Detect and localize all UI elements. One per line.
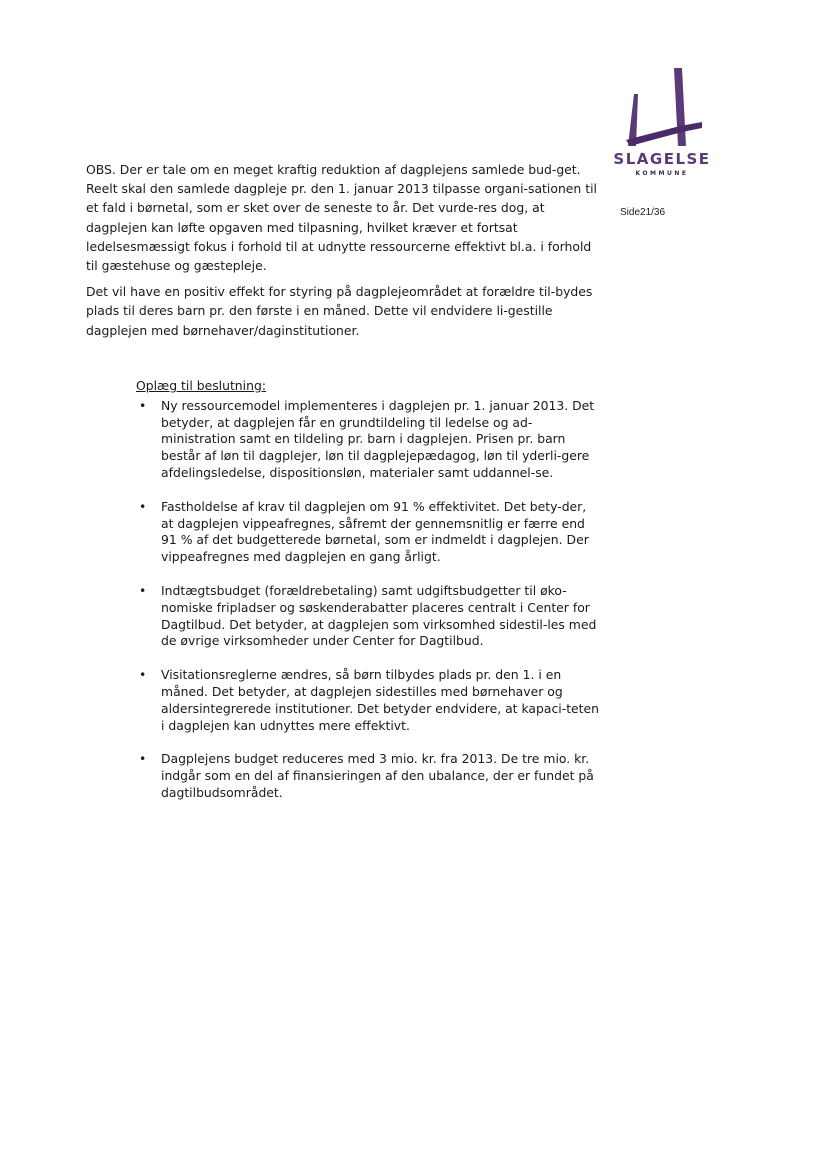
- list-item-text: Visitationsreglerne ændres, så børn tilbydes plads pr. den 1. i en måned. Det betyder, at dagplejen sidestilles med børnehaver og aldersintegrerede institutioner. Det betyder endvidere, at kapaci-teten i dagplejen kan udnyttes mere effektivt.: [161, 667, 600, 733]
- proposal-list: [136, 398, 602, 802]
- list-item: [136, 751, 602, 801]
- list-item-text: Dagplejens budget reduceres med 3 mio. kr. fra 2013. De tre mio. kr. indgår som en del af finansieringen af den ubalance, der er fundet på dagtilbudsområdet.: [161, 751, 594, 800]
- logo-subtitle: KOMMUNE: [635, 170, 689, 177]
- list-item-text: Indtægtsbudget (forældrebetaling) samt udgiftsbudgetter til øko-nomiske fripladser og søskenderabatter placeres centralt i Center for Dagtilbud. Det betyder, at dagplejen som virksomhed sidestil-les med de øvrige virksomheder under Center for Dagtilbud.: [161, 582, 597, 649]
- list-item: [136, 398, 602, 482]
- bullet-icon: •: [139, 667, 147, 683]
- list-item: [136, 667, 602, 734]
- slagelse-logo: [612, 62, 712, 182]
- bridge-logo-icon: [620, 62, 704, 148]
- logo-name: SLAGELSE: [613, 150, 711, 168]
- proposal-section: [136, 378, 602, 819]
- bullet-icon: •: [139, 751, 147, 767]
- list-item-text: Fastholdelse af krav til dagplejen om 91 % effektivitet. Det bety-der, at dagplejen vippeafregnes, såfremt der gennemsnitlig er færre end 91 % af det budgetterede børnetal, som er indmeldt i dagplejen. Der vippeafregnes med dagplejen en gang årligt.: [161, 498, 589, 565]
- paragraph: Det vil have en positiv effekt for styring på dagplejeområdet at forældre til-bydes plads til deres barn pr. den første i en måned. Dette vil endvidere li-gestille dagplejen med børnehaver/daginstitutioner.: [86, 284, 593, 338]
- list-item: [136, 499, 602, 566]
- bullet-icon: •: [139, 397, 147, 413]
- bullet-icon: •: [139, 582, 147, 598]
- body-text: [86, 160, 598, 347]
- list-item: [136, 583, 602, 650]
- list-item-text: Ny ressourcemodel implementeres i dagplejen pr. 1. januar 2013. Det betyder, at dagplejen får en grundtildeling til ledelse og ad-ministration samt en tildeling pr. barn i dagplejen. Prisen pr. barn består af løn til dagplejer, løn til dagplejepædagog, løn til yderli-gere afdelingsledelse, dispositionsløn, materialer samt uddannel-se.: [161, 397, 595, 480]
- bullet-icon: •: [139, 498, 147, 514]
- page-number: Side21/36: [620, 207, 666, 218]
- proposal-heading: Oplæg til beslutning:: [136, 378, 266, 393]
- paragraph: OBS. Der er tale om en meget kraftig reduktion af dagplejens samlede bud-get. Reelt skal den samlede dagpleje pr. den 1. januar 2013 tilpasse organi-sationen til et fald i børnetal, som er sket over de seneste to år. Det vurde-res dog, at dagplejen kan løfte opgaven med tilpasning, hvilket kræver et fortsat ledelsesmæssigt fokus i forhold til at udnytte ressourcerne effektivt bl.a. i forhold til gæstehuse og gæstepleje.: [86, 162, 597, 274]
